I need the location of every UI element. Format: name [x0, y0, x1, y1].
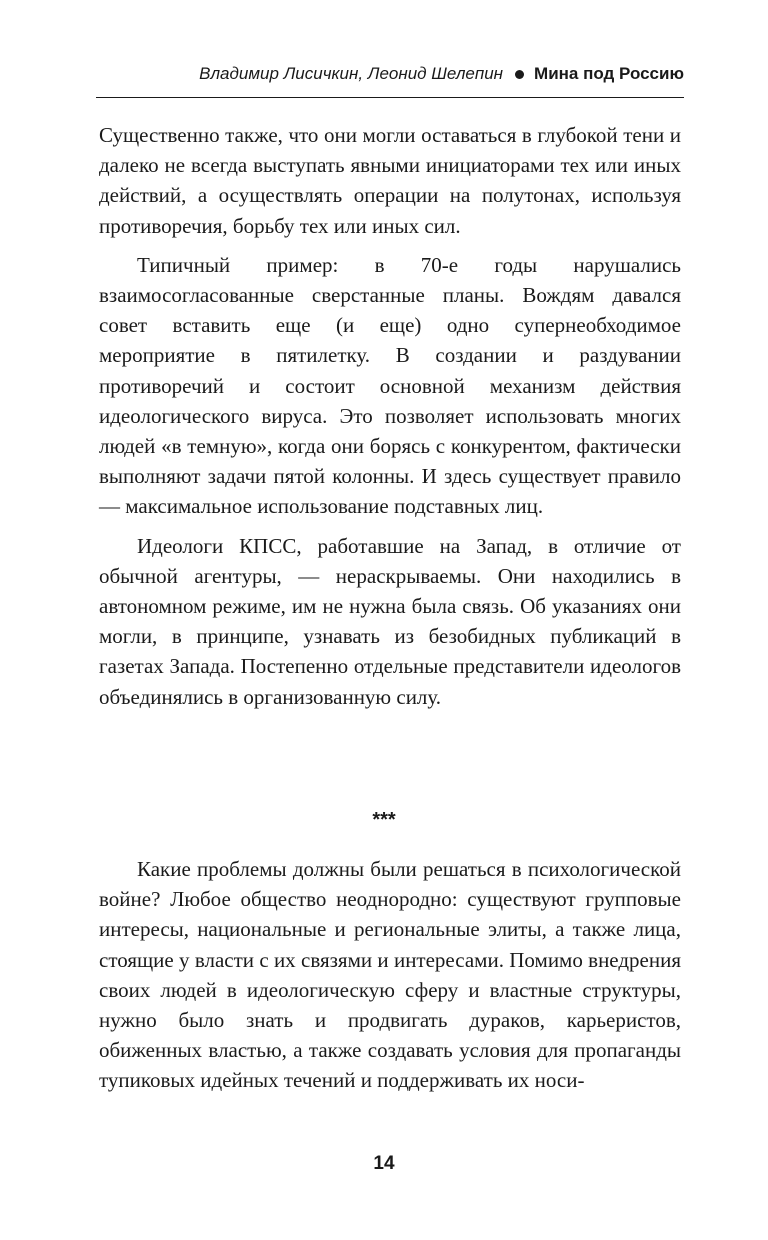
- header-book-title: Мина под Россию: [534, 64, 684, 83]
- bullet-separator-icon: [515, 70, 524, 79]
- main-text: [99, 120, 681, 721]
- page-number: 14: [373, 1153, 395, 1174]
- header-authors: Владимир Лисичкин, Леонид Шелепин: [199, 64, 504, 83]
- section-text: [99, 854, 681, 1105]
- header-rule: [96, 97, 684, 98]
- paragraph-4: Какие проблемы должны были решаться в психологической войне? Любое общество неоднородно: существуют групповые интересы, национальные и региональные элиты, а также лица, стоящие у власти с их связями и интересами. Помимо внедрения своих людей в идеологическую сферу и властные структуры, нужно было знать и продвигать дураков, карьеристов, обиженных властью, а также создавать условия для пропаганды тупиковых идейных течений и поддерживать их носи-: [99, 857, 681, 1093]
- paragraph-1: Существенно также, что они могли оставаться в глубокой тени и далеко не всегда выступать явными инициаторами тех или иных действий, а осуществлять операции на полутонах, используя противоречия, борьбу тех или иных сил.: [99, 123, 681, 238]
- paragraph-3: Идеологи КПСС, работавшие на Запад, в отличие от обычной агентуры, — нераскрываемы. Они находились в автономном режиме, им не нужна была связь. Об указаниях они могли, в принципе, узнавать из безобидных публикаций в газетах Запада. Постепенно отдельные представители идеологов объединялись в организованную силу.: [99, 533, 681, 709]
- running-header: [96, 60, 684, 88]
- paragraph-2: Типичный пример: в 70-е годы нарушались взаимосогласованные сверстанные планы. Вождям давался совет вставить еще (и еще) одно супернеобходимое мероприятие в пятилетку. В создании и раздувании противоречий и состоит основной механизм действия идеологического вируса. Это позволяет использовать многих людей «в темную», когда они борясь с конкурентом, фактически выполняют задачи пятой колонны. И здесь существует правило — максимальное использование подставных лиц.: [99, 252, 681, 519]
- section-separator: ***: [372, 809, 396, 831]
